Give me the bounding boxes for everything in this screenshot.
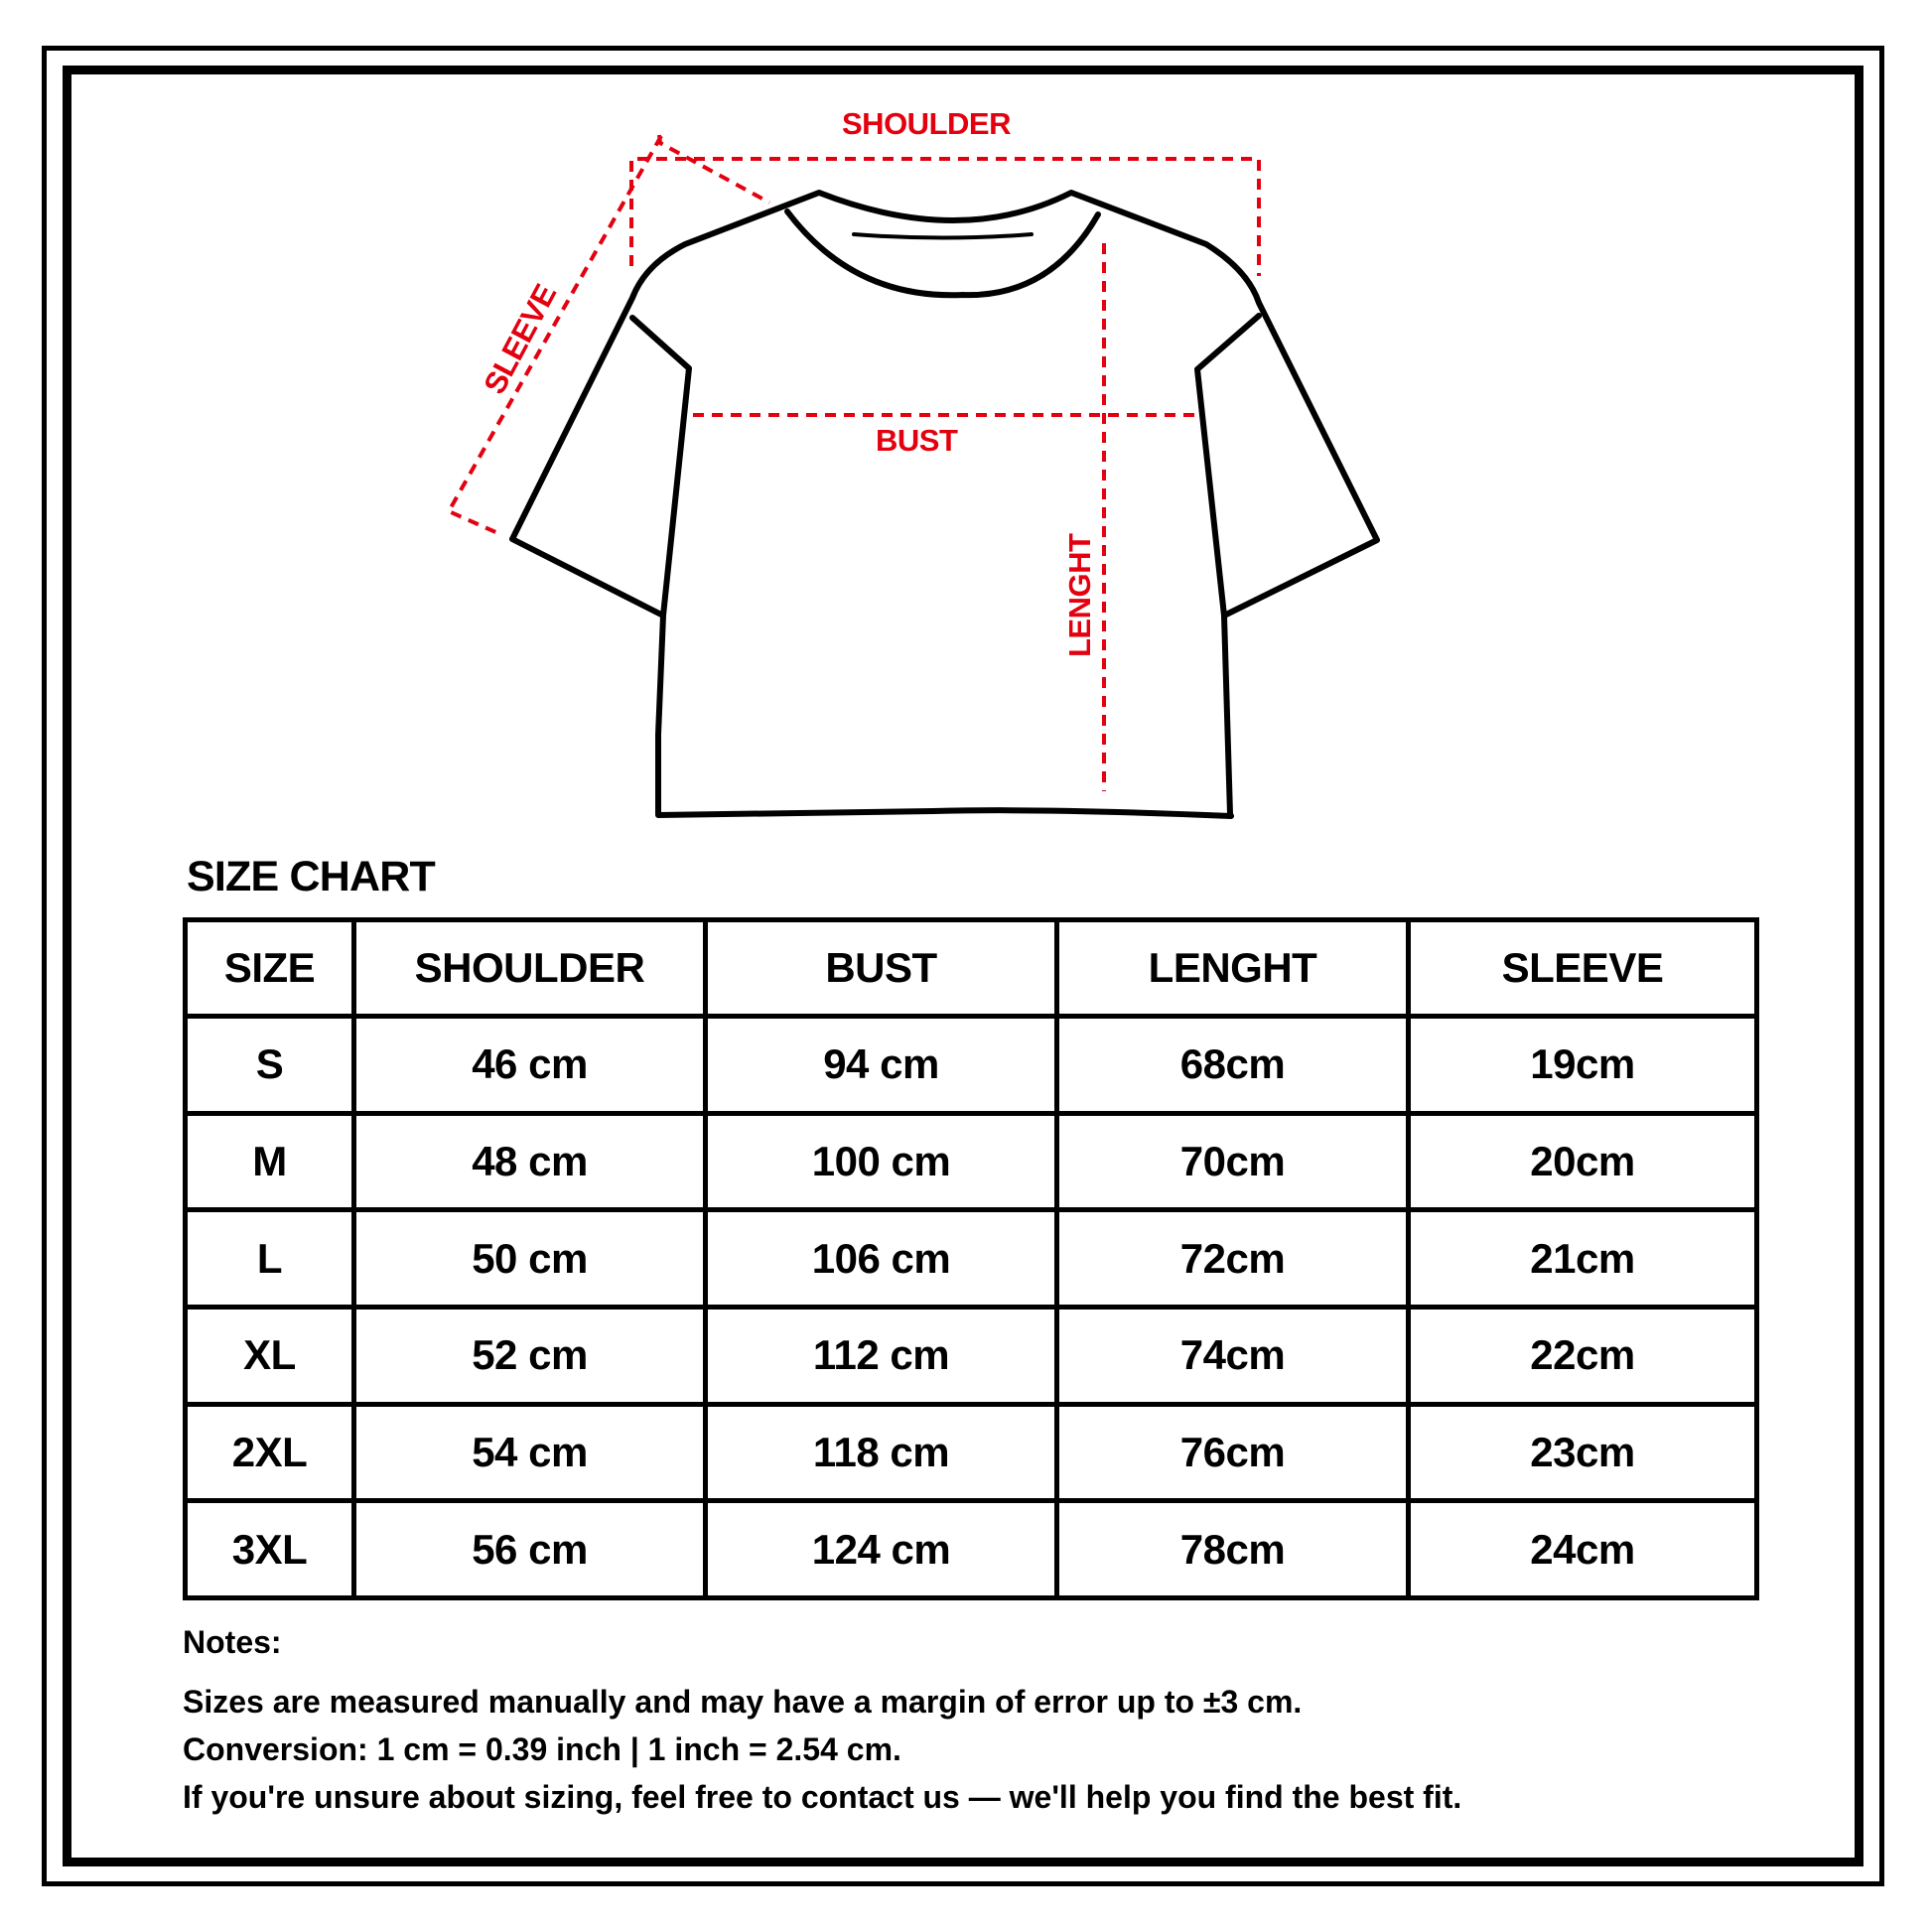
cell-shoulder: 54 cm [354,1404,706,1501]
cell-bust: 100 cm [706,1113,1057,1210]
table-row [186,1210,1757,1308]
table-row [186,1501,1757,1598]
cell-length: 76cm [1057,1404,1409,1501]
cell-size: L [186,1210,354,1308]
cell-bust: 124 cm [706,1501,1057,1598]
header-length: LENGHT [1057,920,1409,1017]
cell-shoulder: 50 cm [354,1210,706,1308]
cell-sleeve: 20cm [1409,1113,1757,1210]
cell-bust: 94 cm [706,1017,1057,1114]
cell-size: 3XL [186,1501,354,1598]
cell-bust: 106 cm [706,1210,1057,1308]
collar-outline [787,211,1098,295]
cell-shoulder: 46 cm [354,1017,706,1114]
cell-sleeve: 22cm [1409,1307,1757,1404]
table-row [186,1017,1757,1114]
cell-bust: 112 cm [706,1307,1057,1404]
right-sleeve-seam [1197,316,1259,616]
cell-size: M [186,1113,354,1210]
notes-line-conversion: Conversion: 1 cm = 0.39 inch | 1 inch = 2.54 cm. [183,1731,901,1767]
cell-shoulder: 48 cm [354,1113,706,1210]
cell-shoulder: 56 cm [354,1501,706,1598]
collar-label-line [854,234,1032,238]
table-row [186,1307,1757,1404]
header-size: SIZE [186,920,354,1017]
cell-size: S [186,1017,354,1114]
header-sleeve: SLEEVE [1409,920,1757,1017]
notes-line-margin: Sizes are measured manually and may have a margin of error up to ±3 cm. [183,1684,1303,1720]
cell-sleeve: 19cm [1409,1017,1757,1114]
size-chart-title: SIZE CHART [187,853,436,900]
tshirt-body-outline [512,193,1377,816]
table-row [186,1113,1757,1210]
cell-size: 2XL [186,1404,354,1501]
table-header-row [186,920,1757,1017]
notes-line-contact: If you're unsure about sizing, feel free to contact us — we'll help you find the best fit. [183,1779,1462,1815]
sleeve-guide [449,136,661,535]
bust-label: BUST [876,423,958,458]
sleeve-label: SLEEVE [477,278,564,400]
notes-title: Notes: [183,1624,282,1660]
cell-shoulder: 52 cm [354,1307,706,1404]
shoulder-label: SHOULDER [842,106,1011,141]
cell-sleeve: 24cm [1409,1501,1757,1598]
cell-length: 68cm [1057,1017,1409,1114]
cell-size: XL [186,1307,354,1404]
cell-sleeve: 21cm [1409,1210,1757,1308]
cell-length: 74cm [1057,1307,1409,1404]
cell-length: 70cm [1057,1113,1409,1210]
left-sleeve-seam [632,318,689,616]
cell-length: 78cm [1057,1501,1409,1598]
cell-sleeve: 23cm [1409,1404,1757,1501]
header-shoulder: SHOULDER [354,920,706,1017]
size-chart-table [183,917,1759,1600]
length-label: LENGHT [1062,533,1097,657]
header-bust: BUST [706,920,1057,1017]
cell-bust: 118 cm [706,1404,1057,1501]
table-row [186,1404,1757,1501]
shoulder-neck-guide [659,135,769,203]
cell-length: 72cm [1057,1210,1409,1308]
